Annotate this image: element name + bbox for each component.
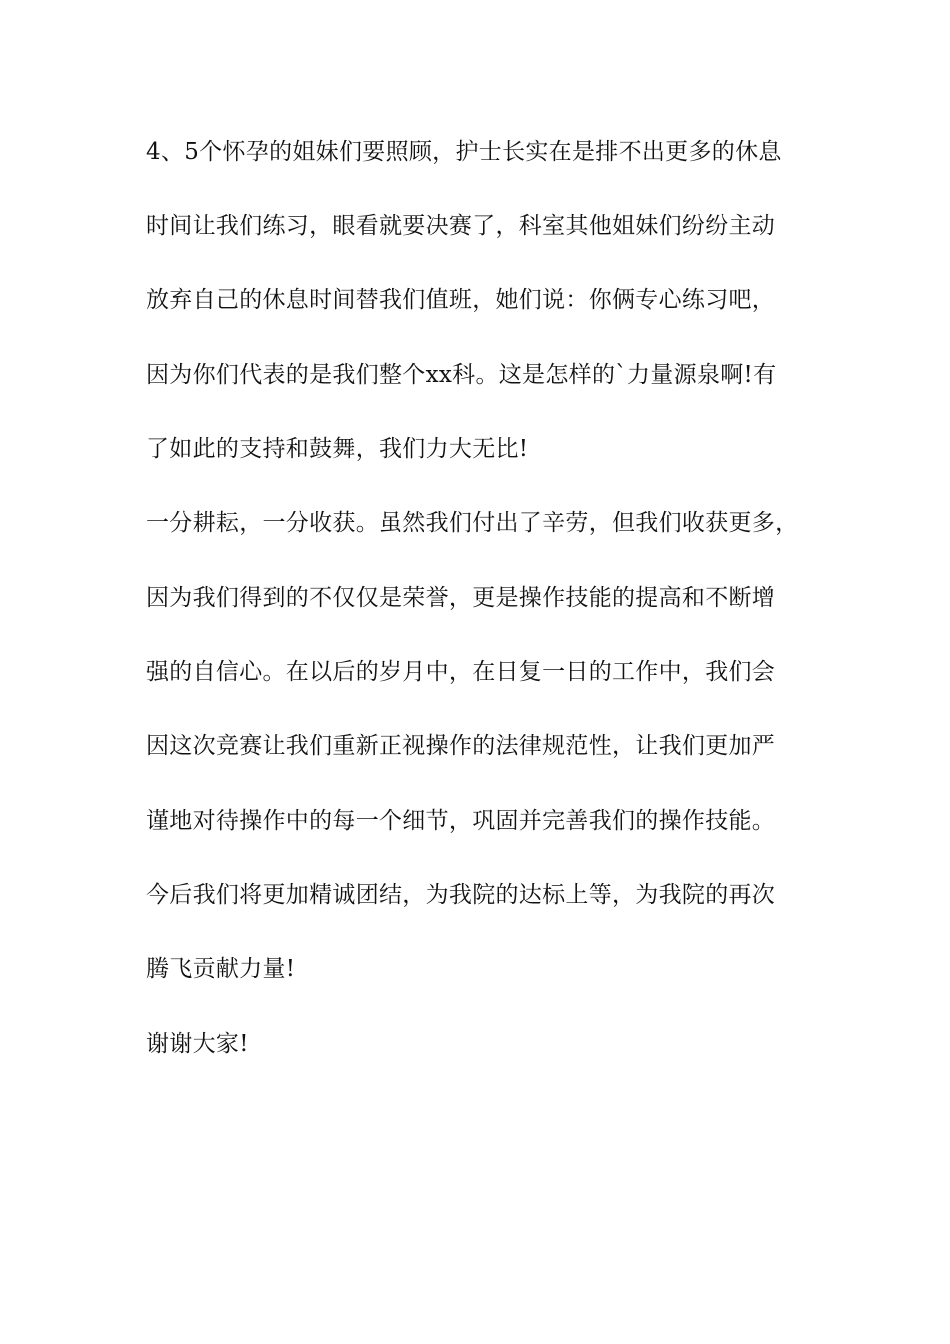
text-line: 今后我们将更加精诚团结，为我院的达标上等，为我院的再次 [146, 882, 776, 908]
text-line: 谨地对待操作中的每一个细节，巩固并完善我们的操作技能。 [146, 808, 776, 834]
text-line: 因这次竞赛让我们重新正视操作的法律规范性，让我们更加严 [146, 733, 776, 759]
text-line: 腾飞贡献力量! [146, 956, 296, 982]
text-line: 放弃自己的休息时间替我们值班，她们说：你俩专心练习吧， [146, 287, 776, 313]
text-line: 4、5个怀孕的姐妹们要照顾，护士长实在是排不出更多的休息 [146, 139, 782, 165]
text-line: 强的自信心。在以后的岁月中，在日复一日的工作中，我们会 [146, 659, 776, 685]
text-line: 一分耕耘，一分收获。虽然我们付出了辛劳，但我们收获更多， [146, 510, 799, 536]
text-line: 因为我们得到的不仅仅是荣誉，更是操作技能的提高和不断增 [146, 585, 776, 611]
text-line: 了如此的支持和鼓舞，我们力大无比! [146, 436, 529, 462]
closing-line: 谢谢大家! [146, 1031, 249, 1057]
text-line: 时间让我们练习，眼看就要决赛了，科室其他姐妹们纷纷主动 [146, 213, 776, 239]
text-line: 因为你们代表的是我们整个xx科。这是怎样的`力量源泉啊!有 [146, 362, 777, 388]
